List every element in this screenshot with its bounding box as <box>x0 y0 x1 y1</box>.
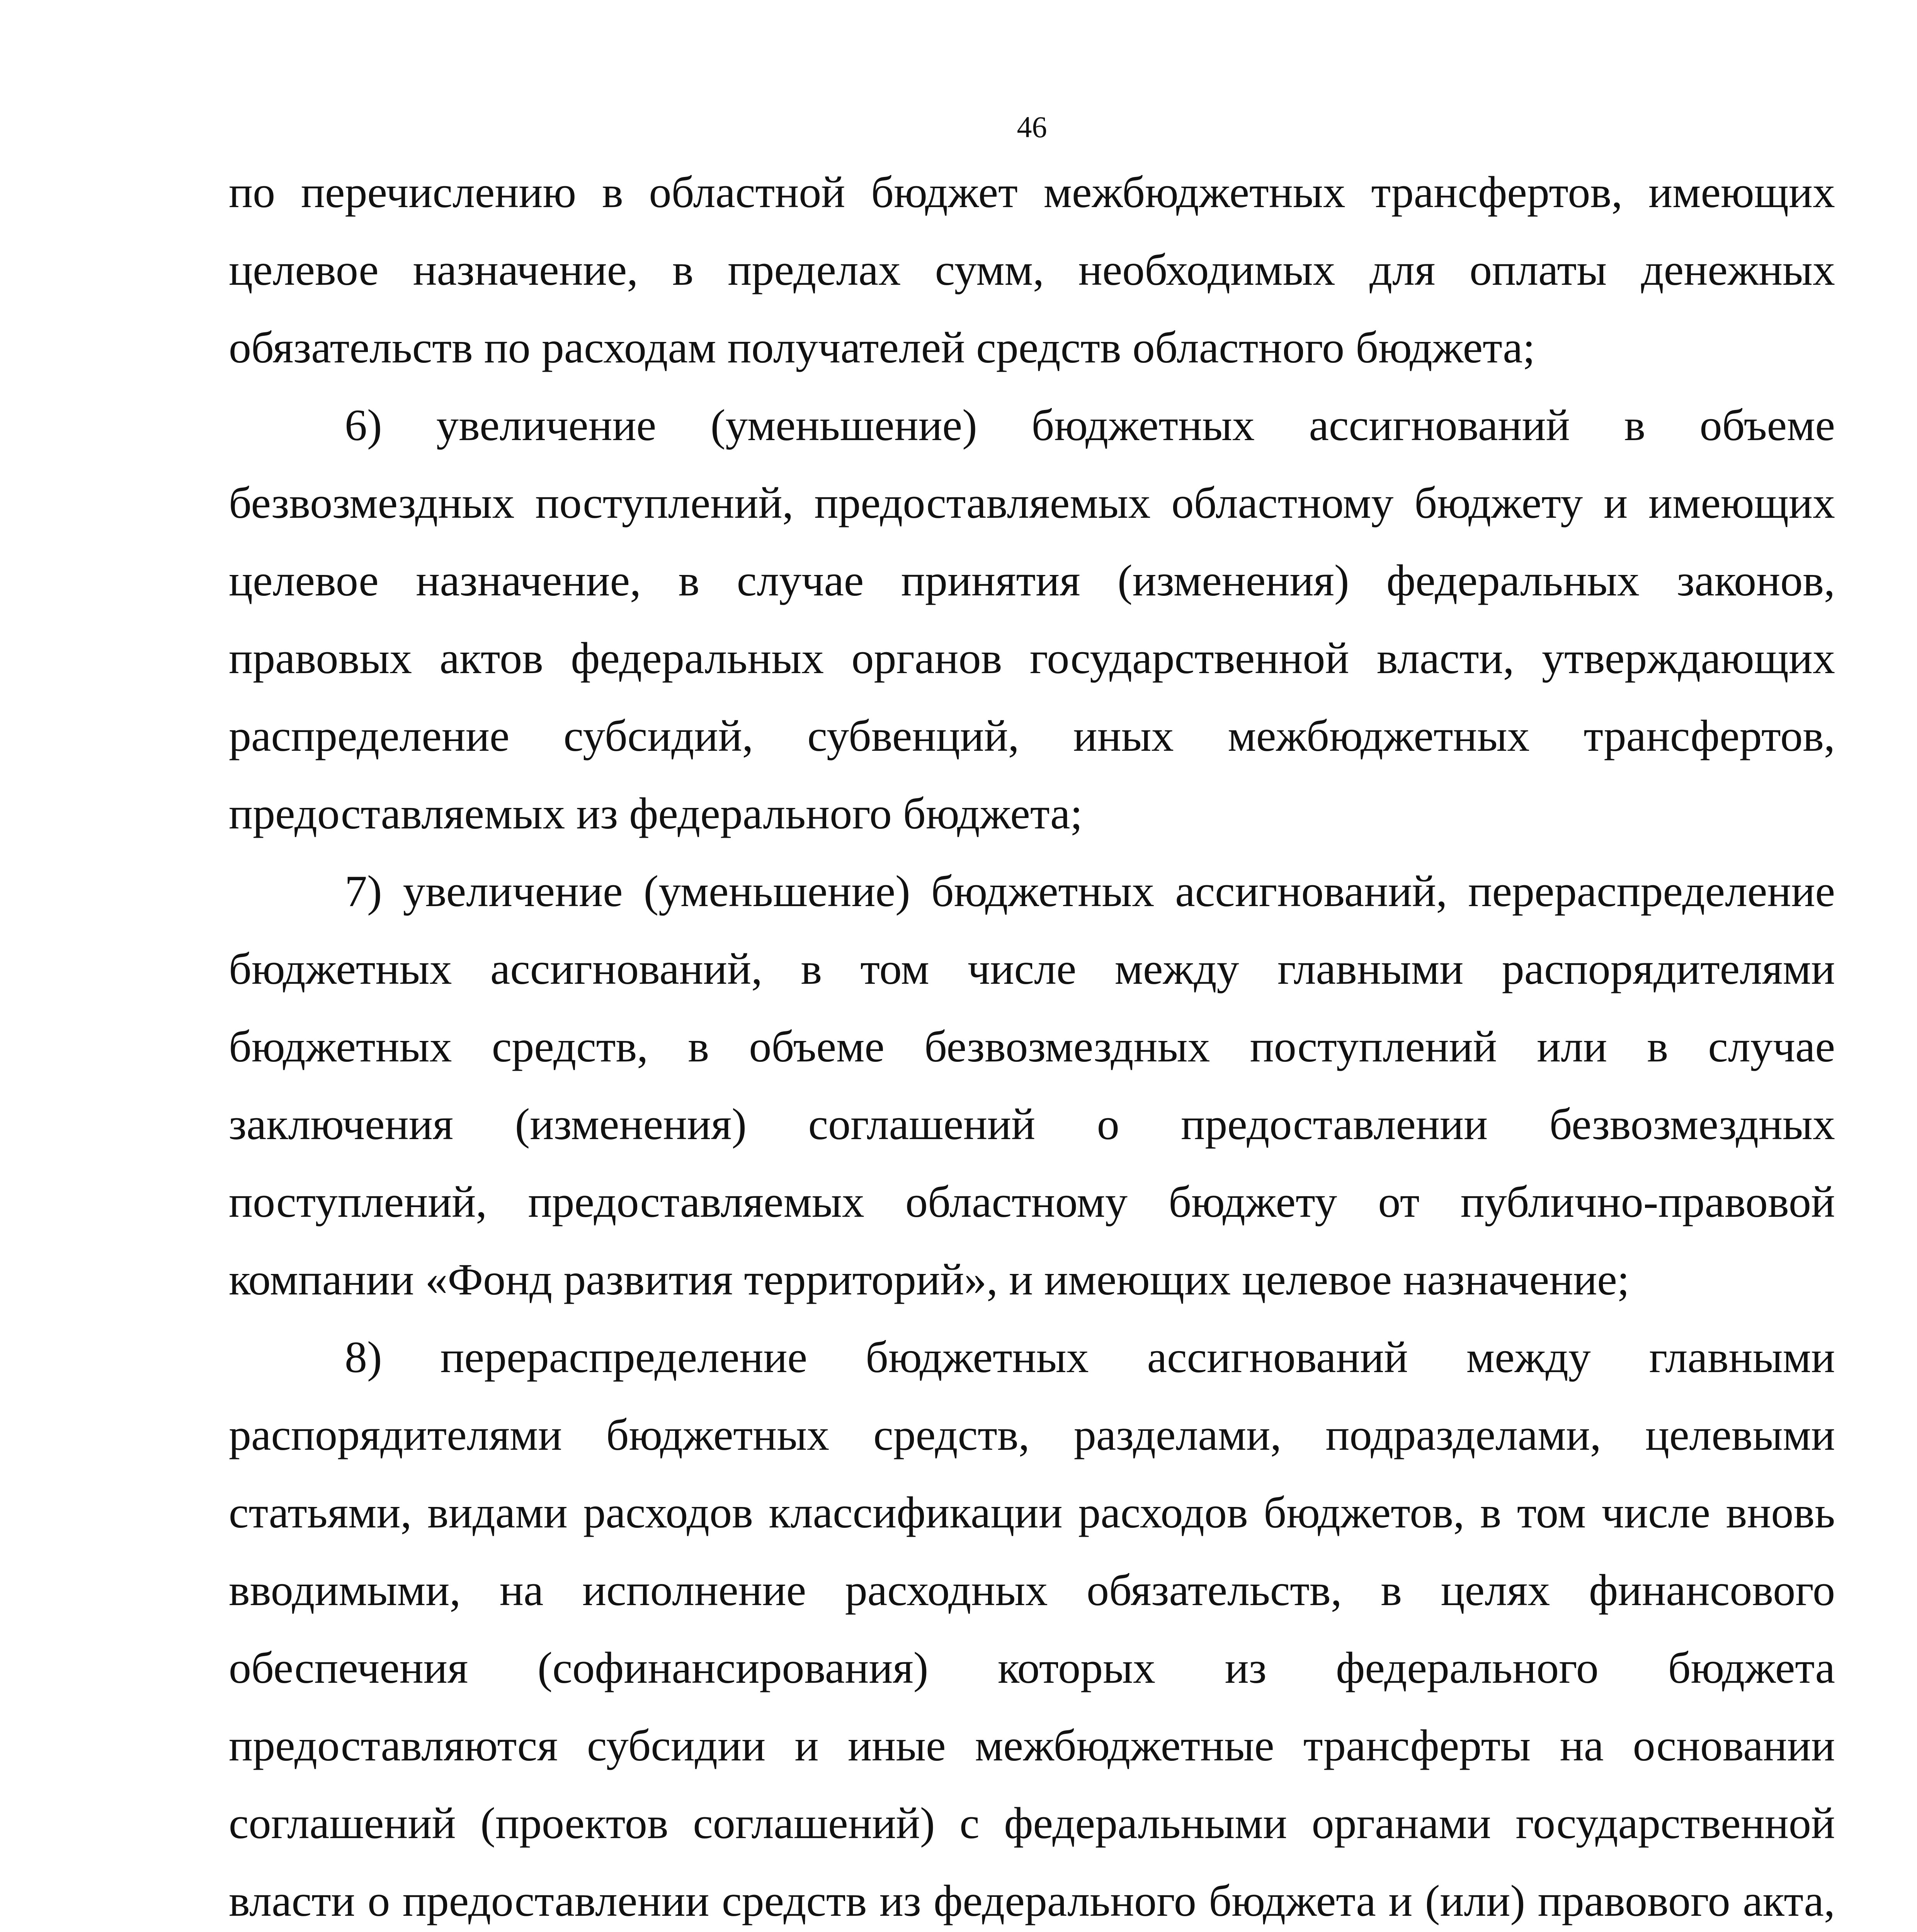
paragraph-continuation: по перечислению в областной бюджет межбюджетных трансфертов, имеющих целевое назначение, в пределах сумм, необходимых для оплаты денежных обязательств по расходам получателей средств областного бюджета; <box>229 168 1835 372</box>
page-number: 46 <box>1017 110 1047 144</box>
paragraph-item-7: 7) увеличение (уменьшение) бюджетных ассигнований, перераспределение бюджетных ассигнований, в том числе между главными распорядителями бюджетных средств, в объеме безвозмездных поступлений или в случае заключения (изменения) соглашений о предоставлении безвозмездных поступлений, предоставляемых областному бюджету от публично-правовой компании «Фонд развития территорий», и имеющих целевое назначение; <box>229 867 1835 1304</box>
document-body <box>229 154 1835 1932</box>
paragraph-item-6: 6) увеличение (уменьшение) бюджетных ассигнований в объеме безвозмездных поступлений, предоставляемых областному бюджету и имеющих целевое назначение, в случае принятия (изменения) федеральных законов, правовых актов федеральных органов государственной власти, утверждающих распределение субсидий, субвенций, иных межбюджетных трансфертов, предоставляемых из федерального бюджета; <box>229 401 1835 838</box>
paragraph-item-8: 8) перераспределение бюджетных ассигнований между главными распорядителями бюджетных средств, разделами, подразделами, целевыми статьями, видами расходов классификации расходов бюджетов, в том числе вновь вводимыми, на исполнение расходных обязательств, в целях финансового обеспечения (софинансирования) которых из федерального бюджета предоставляются субсидии и иные межбюджетные трансферты на основании соглашений (проектов соглашений) с федеральными органами государственной власти о предоставлении средств из федерального бюджета и (или) правового акта, <box>229 1333 1835 1926</box>
